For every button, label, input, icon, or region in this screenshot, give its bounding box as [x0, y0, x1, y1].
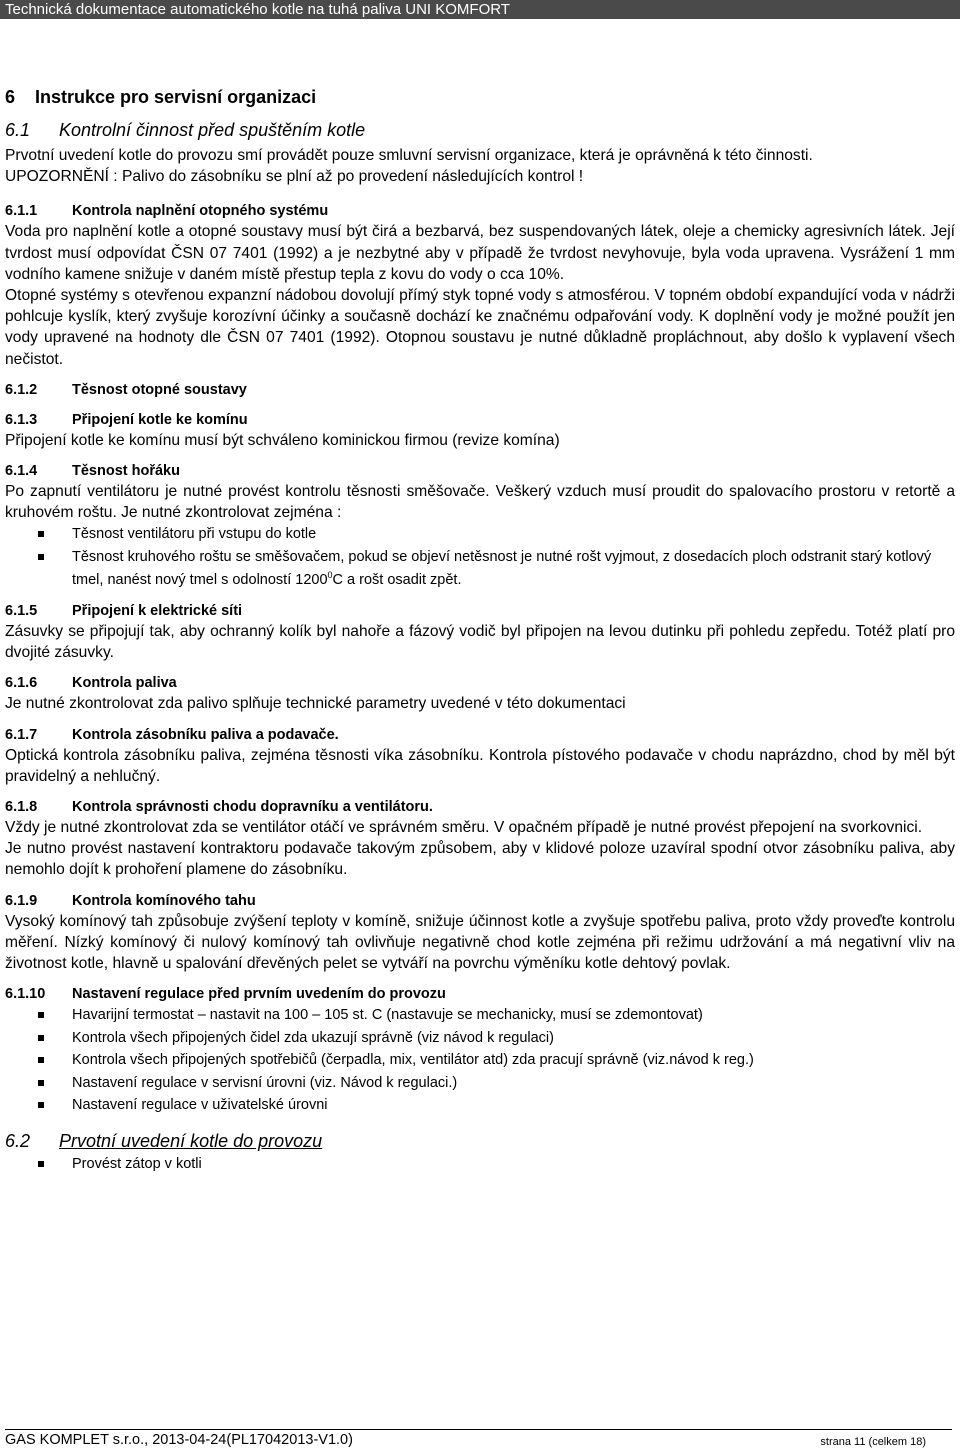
list-item: [5, 1004, 955, 1027]
heading-number: 6.1.1: [5, 203, 38, 220]
paragraph-open-systems: Otopné systémy s otevřenou expanzní nádobou dovolují přímý styk topné vody s atmosférou. V topném období expandující voda v nádrži pohlcuje kyslík, který zvyšuje korozívní účinky a současně dochází ke značnému odpařování vody. K doplnění vody je možné použít jen vody upravené na hodnoty dle ČSN 07 7401 (1992). Otopnou soustavu je nutné důkladně propláchnout, aby došlo k vyplavení všech nečistot.: [5, 287, 955, 368]
bullet-square-icon: [38, 1102, 44, 1108]
heading-number: 6.1.10: [5, 986, 46, 1003]
heading-6-1-1: [5, 201, 955, 221]
list-item: [5, 1153, 955, 1176]
heading-6-1-4: [5, 461, 955, 481]
heading-title: Připojení kotle ke komínu: [72, 411, 248, 428]
heading-number: 6.1.4: [5, 463, 38, 480]
heading-number: 6.1.9: [5, 892, 38, 909]
paragraph-fan-direction: Vždy je nutné zkontrolovat zda se ventilátor otáčí ve správném směru. V opačném případě je nutné provést přepojení na svorkovnici.: [5, 818, 923, 836]
subsection-heading-6-1: [5, 118, 955, 142]
paragraph-fuel: Je nutné zkontrolovat zda palivo splňuje technické parametry uvedené v této dokumentaci: [5, 695, 626, 713]
section-heading-6: [5, 85, 955, 109]
paragraph-intro: Prvotní uvedení kotle do provozu smí provádět pouze smluvní servisní organizace, která je oprávněná k této činnosti.: [5, 147, 813, 164]
paragraph-burner: Po zapnutí ventilátoru je nutné provést kontrolu těsnosti směšovače. Veškerý vzduch musí proudit do spalovacího prostoru v retortě a kruhovém roštu. Je nutné zkontrolovat zejména :: [5, 483, 955, 522]
heading-6-1-7: [5, 725, 955, 745]
list-item-text: Nastavení regulace v servisní úrovni (viz. Návod k regulaci.): [72, 1074, 458, 1091]
heading-number: 6.1.7: [5, 726, 38, 743]
paragraph-contractor: Je nutno provést nastavení kontraktoru podavače takovým způsobem, aby v klidové poloze uzavíral spodní otvor zásobníku paliva, aby nemohlo dojít k prohoření plamene do zásobníku.: [5, 840, 955, 879]
heading-title: Kontrola paliva: [72, 675, 177, 692]
heading-number: 6.1.8: [5, 798, 38, 815]
paragraph-chimney: Připojení kotle ke komínu musí být schváleno kominickou firmou (revize komína): [5, 431, 560, 449]
heading-number: 6.1.5: [5, 602, 38, 619]
bullet-square-icon: [38, 1035, 44, 1041]
subsection-number: 6.1: [5, 120, 31, 140]
list-item-text: Kontrola všech připojených čidel zda ukazují správně (viz návod k regulaci): [72, 1029, 554, 1046]
list-item: [5, 1094, 955, 1117]
section-number: 6: [5, 87, 16, 107]
footer-company: GAS KOMPLET s.r.o., 2013-04-24(PL17042013-V1.0): [5, 1432, 353, 1448]
paragraph-draft: Vysoký komínový tah způsobuje zvýšení teploty v komíně, snižuje účinnost kotle a zvyšuje spotřebu paliva, proto vždy proveďte kontrolu měření. Nízký komínový či nulový komínový tah ovlivňuje negativně chod kotle zejména při režimu udržování a má negativní vliv na životnost kotle, hlavně u spalování dřevěných pelet se vytváří na povrchu výměníku kotle dehtový povlak.: [5, 912, 955, 972]
document-header: [0, 0, 960, 19]
heading-title: Kontrola správnosti chodu dopravníku a ventilátoru.: [72, 798, 433, 815]
subsection-number: 6.2: [5, 1130, 31, 1151]
heading-title: Nastavení regulace před prvním uvedením do provozu: [72, 986, 446, 1003]
heading-6-1-3: [5, 410, 955, 430]
list-item-text: Kontrola všech připojených spotřebičů (čerpadla, mix, ventilátor atd) zda pracují správně (viz.návod k reg.): [72, 1052, 754, 1069]
heading-title: Těsnost otopné soustavy: [72, 381, 247, 398]
bullet-square-icon: [38, 1057, 44, 1063]
heading-number: 6.1.6: [5, 675, 38, 692]
superscript: 0: [327, 570, 333, 581]
section-title: Instrukce pro servisní organizaci: [35, 87, 317, 107]
subsection-title: Kontrolní činnost před spuštěním kotle: [59, 120, 366, 140]
burner-check-list: [5, 523, 955, 592]
paragraph-warning: UPOZORNĚNÍ : Palivo do zásobníku se plní až po provedení následujících kontrol !: [5, 168, 584, 186]
heading-title: Kontrola komínového tahu: [72, 892, 256, 909]
heading-6-1-8: [5, 797, 955, 817]
list-item-text-tail: C a rošt osadit zpět.: [332, 571, 462, 588]
document-footer: [5, 1429, 952, 1450]
heading-number: 6.1.2: [5, 381, 38, 398]
subsection-title: Prvotní uvedení kotle do provozu: [59, 1130, 323, 1151]
heading-title: Připojení k elektrické síti: [72, 602, 243, 619]
heading-title: Kontrola zásobníku paliva a podavače.: [72, 726, 339, 743]
list-item-text: Těsnost kruhového roštu se směšovačem, pokud se objeví netěsnost je nutné rošt vyjmout, z dosedacích ploch odstranit starý kotlový tmel, nanést nový tmel s odolností 1200: [72, 548, 932, 588]
paragraph-water-quality: Voda pro naplnění kotle a otopné soustavy musí být čirá a bezbarvá, bez suspendovaných látek, oleje a chemicky agresivních látek. Její tvrdost musí odpovídat ČSN 07 7401 (1992) a je nezbytné aby v případě že tvrdost nevyhovuje, byla voda upravena. Vysrážení 1 mm vodního kamene snižuje v daném místě přestup tepla z kovu do vody o cca 10%.: [5, 223, 955, 283]
heading-6-1-6: [5, 673, 955, 693]
subsection-heading-6-2: [5, 1129, 955, 1153]
list-item: [5, 523, 955, 546]
first-start-list: [5, 1153, 955, 1176]
paragraph-hopper: Optická kontrola zásobníku paliva, zejména těsnosti víka zásobníku. Kontrola pístového podavače v chodu naprázdno, chod by měl být pravidelný a nehlučný.: [5, 746, 955, 785]
regulation-list: [5, 1004, 955, 1117]
header-title: Technická dokumentace automatického kotle na tuhá paliva UNI KOMFORT: [5, 1, 510, 18]
list-item-text: Těsnost ventilátoru při vstupu do kotle: [72, 526, 317, 543]
page-body: [0, 85, 960, 1175]
bullet-square-icon: [38, 554, 44, 560]
paragraph-electric: Zásuvky se připojují tak, aby ochranný kolík byl nahoře a fázový vodič byl připojen na levou dutinku při pohledu zepředu. Totéž platí pro dvojité zásuvky.: [5, 622, 955, 662]
list-item-text: Havarijní termostat – nastavit na 100 – 105 st. C (nastavuje se mechanicky, musí se zdemontovat): [72, 1007, 703, 1024]
bullet-square-icon: [38, 1161, 44, 1167]
list-item: [5, 1027, 955, 1050]
heading-6-1-9: [5, 891, 955, 911]
list-item-text: Provést zátop v kotli: [72, 1155, 202, 1172]
bullet-square-icon: [38, 531, 44, 537]
heading-6-1-10: [5, 984, 955, 1004]
list-item-text: Nastavení regulace v uživatelské úrovni: [72, 1097, 328, 1114]
list-item: [5, 1049, 955, 1072]
bullet-square-icon: [38, 1080, 44, 1086]
heading-6-1-2: [5, 380, 955, 400]
bullet-square-icon: [38, 1012, 44, 1018]
footer-page-number: strana 11 (celkem 18): [820, 1436, 926, 1448]
heading-6-1-5: [5, 601, 955, 621]
heading-title: Kontrola naplnění otopného systému: [72, 203, 329, 220]
heading-number: 6.1.3: [5, 411, 38, 428]
heading-title: Těsnost hořáku: [72, 463, 180, 480]
list-item: [5, 546, 955, 592]
list-item: [5, 1072, 955, 1095]
